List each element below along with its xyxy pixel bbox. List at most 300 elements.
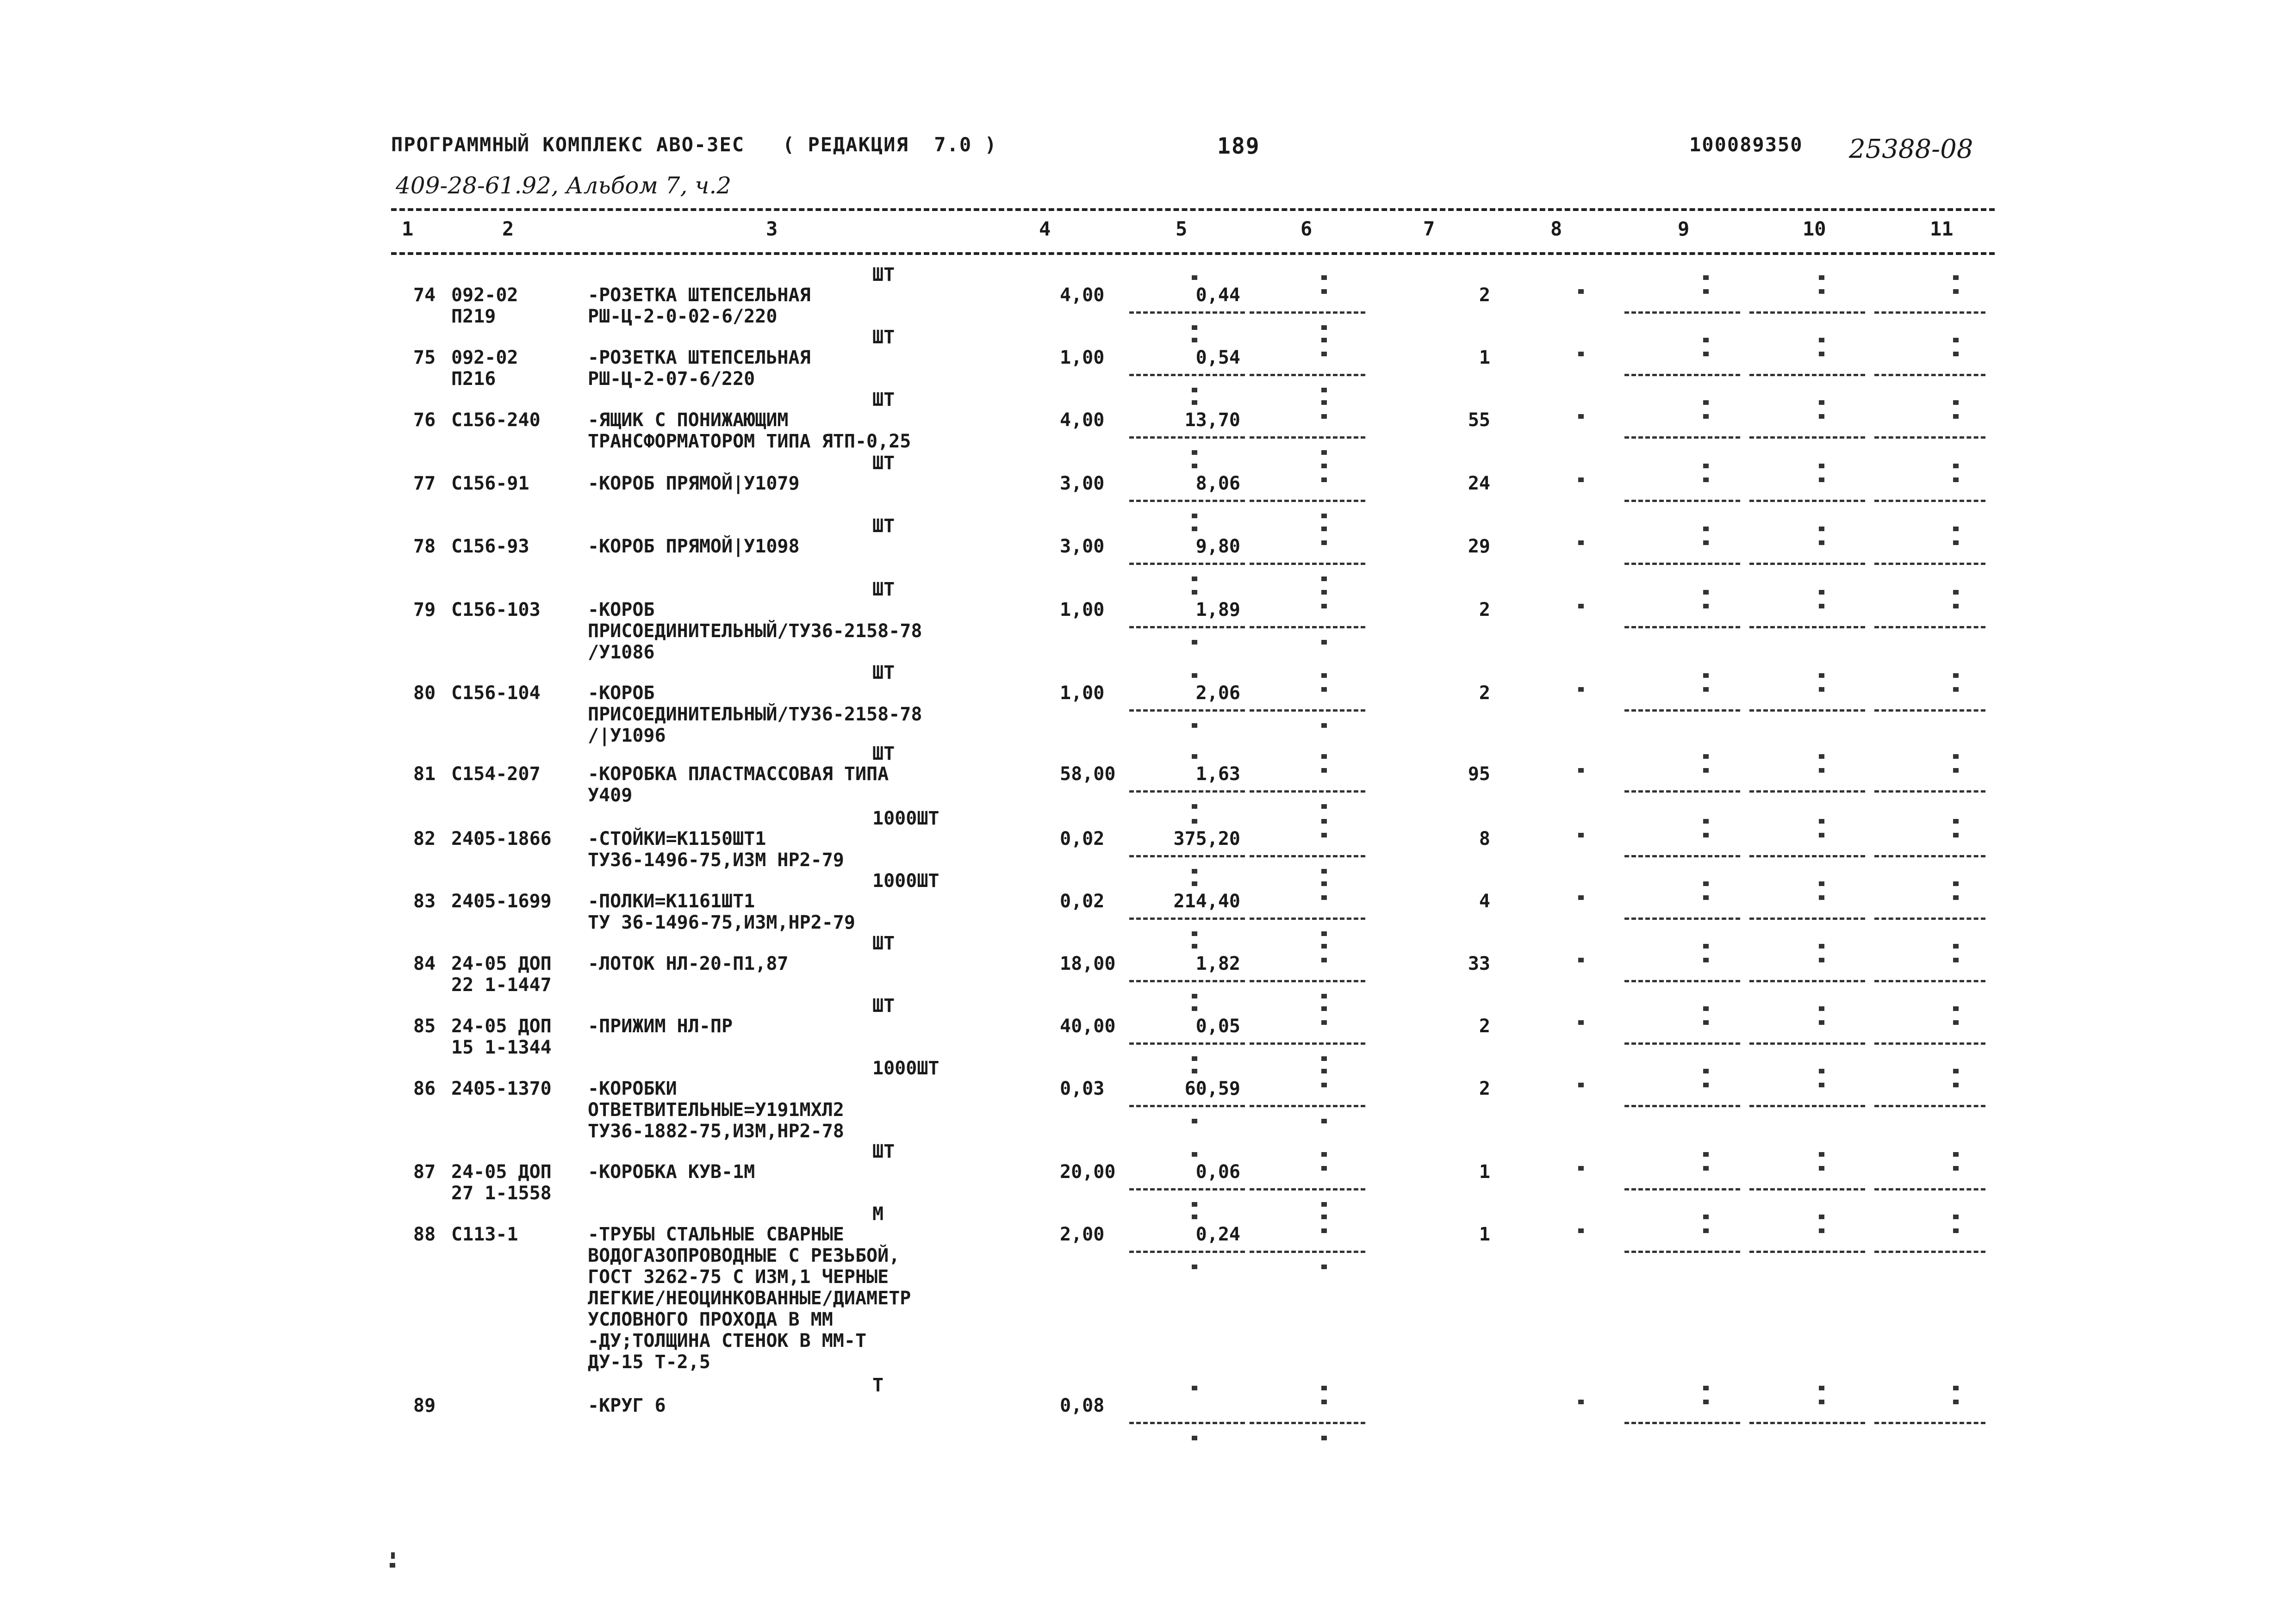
tick-mark [1703, 275, 1709, 280]
dashed-separator [1129, 500, 1245, 502]
dashed-separator [1624, 980, 1740, 982]
tick-mark [1192, 754, 1197, 759]
tick-mark [1321, 289, 1327, 294]
dashed-separator [1874, 374, 1985, 376]
dashed-separator [1874, 1042, 1985, 1045]
tick-mark [1578, 1400, 1584, 1404]
tick-mark [1953, 754, 1959, 759]
tick-mark [1321, 687, 1327, 692]
tick-mark [1703, 1152, 1709, 1157]
tick-mark [1953, 289, 1959, 294]
tick-mark [1192, 388, 1197, 392]
dashed-separator [1624, 311, 1740, 314]
tick-mark [1953, 1083, 1959, 1087]
row-number-cell: 76 [413, 409, 436, 431]
column-7-cell: 1 [1479, 1161, 1490, 1183]
tick-mark [1578, 895, 1584, 900]
tick-mark [1321, 1006, 1327, 1011]
column-7-cell: 33 [1468, 953, 1490, 974]
tick-mark [1953, 881, 1959, 886]
column-header-9: 9 [1678, 217, 1690, 240]
dashed-separator [1749, 1042, 1865, 1045]
dashed-separator [1129, 626, 1245, 628]
name-cell: -КОРОБ ПРЯМОЙ|У1079 [588, 473, 800, 494]
tick-mark [1192, 400, 1197, 405]
code-cell: С156-93 [451, 536, 529, 557]
code-cell: С156-104 [451, 682, 541, 704]
tick-mark [1192, 464, 1197, 468]
tick-mark [1321, 450, 1327, 455]
tick-mark [1819, 833, 1824, 837]
tick-mark [1703, 1166, 1709, 1171]
dashed-separator [1874, 709, 1985, 712]
tick-mark [1953, 338, 1959, 342]
quantity-cell: 58,00 [1060, 763, 1116, 785]
dashed-separator [1250, 500, 1365, 502]
row-number-cell: 85 [413, 1016, 436, 1037]
column-7-cell: 2 [1479, 599, 1490, 620]
name-cell: -ПРИЖИМ НЛ-ПР [588, 1016, 733, 1037]
unit-cell: ШТ [872, 933, 895, 954]
tick-mark [1703, 527, 1709, 531]
tick-mark [1321, 1069, 1327, 1073]
tick-mark [1703, 673, 1709, 678]
tick-mark [1321, 1215, 1327, 1219]
quantity-cell: 4,00 [1060, 285, 1105, 306]
price-cell: 0,06 [1195, 1161, 1240, 1183]
tick-mark [1819, 895, 1824, 900]
tick-mark [1819, 289, 1824, 294]
tick-mark [1703, 944, 1709, 949]
table-header-rule [391, 252, 1995, 255]
dashed-separator [1250, 790, 1365, 793]
tick-mark [1192, 527, 1197, 531]
dashed-separator [1624, 436, 1740, 439]
tick-mark [1703, 540, 1709, 545]
name-cell: -ЯЩИК С ПОНИЖАЮЩИМ ТРАНСФОРМАТОРОМ ТИПА ЯТП-0,25 [588, 409, 911, 452]
unit-cell: ШТ [872, 995, 895, 1017]
tick-mark [1703, 352, 1709, 356]
tick-mark [1703, 958, 1709, 962]
dashed-separator [1129, 980, 1245, 982]
quantity-cell: 1,00 [1060, 599, 1105, 620]
quantity-cell: 4,00 [1060, 409, 1105, 431]
tick-mark [1819, 464, 1824, 468]
dashed-separator [1250, 980, 1365, 982]
tick-mark [1192, 1202, 1197, 1207]
tick-mark [1192, 804, 1197, 809]
tick-mark [1321, 869, 1327, 874]
tick-mark [1192, 1056, 1197, 1061]
tick-mark [1192, 275, 1197, 280]
name-cell: -ПОЛКИ=К1161ШТ1 ТУ 36-1496-75,ИЗМ,НР2-79 [588, 891, 855, 933]
tick-mark [1321, 388, 1327, 392]
column-7-cell: 95 [1468, 763, 1490, 785]
tick-mark [1192, 1436, 1197, 1440]
name-cell: -ЛОТОК НЛ-20-П1,87 [588, 953, 789, 974]
column-7-cell: 1 [1479, 1224, 1490, 1245]
tick-mark [1819, 338, 1824, 342]
dashed-separator [1749, 626, 1865, 628]
quantity-cell: 3,00 [1060, 473, 1105, 494]
tick-mark [1819, 590, 1824, 595]
tick-mark [1703, 604, 1709, 608]
price-cell: 1,89 [1195, 599, 1240, 620]
tick-mark [1192, 590, 1197, 595]
dashed-separator [1624, 626, 1740, 628]
tick-mark [1321, 325, 1327, 330]
code-cell: 24-05 ДОП 27 1-1558 [451, 1161, 552, 1204]
dashed-separator [1624, 1042, 1740, 1045]
tick-mark [1819, 1152, 1824, 1157]
quantity-cell: 0,02 [1060, 828, 1105, 849]
tick-mark [1819, 687, 1824, 692]
tick-mark [1192, 944, 1197, 949]
tick-mark [1953, 275, 1959, 280]
unit-cell: ШТ [872, 515, 895, 537]
quantity-cell: 0,08 [1060, 1395, 1105, 1416]
unit-cell: ШТ [872, 327, 895, 348]
price-cell: 8,06 [1195, 473, 1240, 494]
tick-mark [1819, 1020, 1824, 1025]
tick-mark [1192, 450, 1197, 455]
tick-mark [1953, 1215, 1959, 1219]
dashed-separator [1624, 374, 1740, 376]
column-7-cell: 2 [1479, 285, 1490, 306]
dashed-separator [1250, 918, 1365, 920]
dashed-separator [1250, 563, 1365, 565]
price-cell: 0,44 [1195, 285, 1240, 306]
tick-mark [1703, 1400, 1709, 1404]
tick-mark [1953, 1069, 1959, 1073]
dashed-separator [1250, 1251, 1365, 1253]
dashed-separator [1624, 1251, 1740, 1253]
row-number-cell: 75 [413, 347, 436, 368]
column-7-cell: 1 [1479, 347, 1490, 368]
tick-mark [1321, 275, 1327, 280]
dashed-separator [1624, 790, 1740, 793]
column-header-1: 1 [402, 217, 414, 240]
tick-mark [1819, 1069, 1824, 1073]
tick-mark [1321, 1400, 1327, 1404]
tick-mark [1819, 1006, 1824, 1011]
tick-mark [1321, 931, 1327, 936]
tick-mark [1819, 275, 1824, 280]
dashed-separator [1874, 626, 1985, 628]
price-cell: 60,59 [1184, 1078, 1240, 1099]
unit-cell: М [872, 1203, 884, 1225]
tick-mark [1192, 1386, 1197, 1390]
tick-mark [1819, 1228, 1824, 1233]
column-7-cell: 24 [1468, 473, 1490, 494]
quantity-cell: 20,00 [1060, 1161, 1116, 1183]
dashed-separator [1624, 1105, 1740, 1107]
tick-mark [1953, 477, 1959, 482]
tick-mark [1819, 540, 1824, 545]
name-cell: -КОРОБКА ПЛАСТМАССОВАЯ ТИПА У409 [588, 763, 889, 806]
tick-mark [1819, 1083, 1824, 1087]
dashed-separator [1129, 1105, 1245, 1107]
dashed-separator [1874, 1422, 1985, 1424]
tick-mark [1321, 338, 1327, 342]
dashed-separator [1749, 918, 1865, 920]
dashed-separator [1250, 709, 1365, 712]
dashed-separator [1624, 709, 1740, 712]
tick-mark [1819, 604, 1824, 608]
tick-mark [1321, 895, 1327, 900]
tick-mark [1578, 687, 1584, 692]
tick-mark [1321, 768, 1327, 773]
unit-cell: Т [872, 1375, 884, 1396]
tick-mark [1192, 1006, 1197, 1011]
tick-mark [1321, 400, 1327, 405]
dashed-separator [1250, 436, 1365, 439]
tick-mark [1321, 604, 1327, 608]
tick-mark [1321, 577, 1327, 581]
quantity-cell: 40,00 [1060, 1016, 1116, 1037]
dashed-separator [1129, 1188, 1245, 1190]
column-header-8: 8 [1550, 217, 1562, 240]
dashed-separator [1129, 436, 1245, 439]
dashed-separator [1874, 563, 1985, 565]
name-cell: -ТРУБЫ СТАЛЬНЫЕ СВАРНЫЕ ВОДОГАЗОПРОВОДНЫЕ С РЕЗЬБОЙ, ГОСТ 3262-75 С ИЗМ,1 ЧЕРНЫЕ ЛЕГКИЕ/НЕОЦИНКОВАННЫЕ/ДИАМЕТР УСЛОВНОГО ПРОХОДА В ММ -ДУ;ТОЛЩИНА СТЕНОК В ММ-Т ДУ-15 Т-2,5 [588, 1224, 911, 1373]
row-number-cell: 77 [413, 473, 436, 494]
tick-mark [1819, 958, 1824, 962]
tick-mark [1192, 1119, 1197, 1123]
dashed-separator [1749, 1105, 1865, 1107]
dashed-separator [1129, 790, 1245, 793]
tick-mark [1703, 414, 1709, 419]
column-header-4: 4 [1039, 217, 1051, 240]
tick-mark [1819, 477, 1824, 482]
tick-mark [1192, 1069, 1197, 1073]
tick-mark [1321, 590, 1327, 595]
tick-mark [1953, 464, 1959, 468]
tick-mark [1953, 958, 1959, 962]
dashed-separator [1749, 790, 1865, 793]
unit-cell: ШТ [872, 579, 895, 600]
code-cell: 2405-1699 [451, 891, 552, 912]
unit-cell: ШТ [872, 1141, 895, 1162]
tick-mark [1321, 881, 1327, 886]
tick-mark [1819, 400, 1824, 405]
dashed-separator [1624, 563, 1740, 565]
tick-mark [1953, 590, 1959, 595]
dashed-separator [1874, 790, 1985, 793]
dashed-separator [1874, 500, 1985, 502]
tick-mark [1703, 1215, 1709, 1219]
code-cell: С113-1 [451, 1224, 518, 1245]
column-7-cell: 2 [1479, 1078, 1490, 1099]
dashed-separator [1749, 563, 1865, 565]
dashed-separator [1749, 436, 1865, 439]
tick-mark [1321, 514, 1327, 518]
tick-mark [1578, 352, 1584, 356]
tick-mark [1321, 1386, 1327, 1390]
tick-mark [1953, 833, 1959, 837]
dashed-separator [1250, 374, 1365, 376]
tick-mark [1321, 540, 1327, 545]
price-cell: 214,40 [1173, 891, 1240, 912]
tick-mark [1703, 590, 1709, 595]
dashed-separator [1624, 918, 1740, 920]
tick-mark [1953, 1228, 1959, 1233]
quantity-cell: 1,00 [1060, 347, 1105, 368]
page-number: 189 [1217, 133, 1260, 159]
tick-mark [1321, 833, 1327, 837]
dashed-separator [1129, 1042, 1245, 1045]
tick-mark [1703, 1006, 1709, 1011]
tick-mark [1703, 1228, 1709, 1233]
tick-mark [1703, 1083, 1709, 1087]
dashed-separator [1749, 980, 1865, 982]
column-7-cell: 4 [1479, 891, 1490, 912]
tick-mark [1321, 352, 1327, 356]
tick-mark [1321, 1436, 1327, 1440]
tick-mark [1321, 819, 1327, 824]
tick-mark [1953, 1020, 1959, 1025]
dashed-separator [1624, 500, 1740, 502]
tick-mark [1819, 1215, 1824, 1219]
tick-mark [1819, 881, 1824, 886]
tick-mark [1578, 768, 1584, 773]
price-cell: 0,24 [1195, 1224, 1240, 1245]
tick-mark [1819, 944, 1824, 949]
tick-mark [1953, 604, 1959, 608]
tick-mark [1953, 768, 1959, 773]
column-7-cell: 2 [1479, 682, 1490, 704]
tick-mark [1819, 1386, 1824, 1390]
column-header-6: 6 [1300, 217, 1313, 240]
row-number-cell: 86 [413, 1078, 436, 1099]
tick-mark [1819, 673, 1824, 678]
dashed-separator [1250, 1422, 1365, 1424]
dashed-separator [1624, 1422, 1740, 1424]
price-cell: 1,63 [1195, 763, 1240, 785]
dashed-separator [1129, 1422, 1245, 1424]
tick-mark [1321, 723, 1327, 728]
dashed-separator [1749, 1188, 1865, 1190]
tick-mark [1578, 604, 1584, 608]
code-cell: С154-207 [451, 763, 541, 785]
dashed-separator [1250, 311, 1365, 314]
tick-mark [1192, 819, 1197, 824]
dashed-separator [1129, 374, 1245, 376]
tick-mark [1819, 1166, 1824, 1171]
dashed-separator [1874, 1188, 1985, 1190]
tick-mark [1578, 1228, 1584, 1233]
tick-mark [1703, 768, 1709, 773]
unit-cell: ШТ [872, 743, 895, 764]
column-header-11: 11 [1930, 217, 1954, 240]
column-7-cell: 8 [1479, 828, 1490, 849]
tick-mark [1321, 477, 1327, 482]
dashed-separator [1129, 709, 1245, 712]
unit-cell: ШТ [872, 453, 895, 474]
tick-mark [1192, 577, 1197, 581]
name-cell: -КОРОБ ПРИСОЕДИНИТЕЛЬНЫЙ/ТУ36-2158-78 /У1086 [588, 599, 922, 663]
name-cell: -КОРОБКА КУВ-1М [588, 1161, 755, 1183]
column-header-5: 5 [1176, 217, 1188, 240]
row-number-cell: 78 [413, 536, 436, 557]
dashed-separator [1749, 311, 1865, 314]
unit-cell: 1000ШТ [872, 808, 940, 829]
column-7-cell: 2 [1479, 1016, 1490, 1037]
dashed-separator [1874, 436, 1985, 439]
dashed-separator [1250, 626, 1365, 628]
tick-mark [1953, 527, 1959, 531]
row-number-cell: 83 [413, 891, 436, 912]
tick-mark [1192, 640, 1197, 645]
code-cell: С156-91 [451, 473, 529, 494]
tick-mark [1192, 994, 1197, 998]
tick-mark [1321, 1056, 1327, 1061]
row-number-cell: 79 [413, 599, 436, 620]
tick-mark [1819, 768, 1824, 773]
tick-mark [1192, 1215, 1197, 1219]
tick-mark [1953, 1006, 1959, 1011]
dashed-separator [1129, 1251, 1245, 1253]
tick-mark [1192, 881, 1197, 886]
tick-mark [1321, 527, 1327, 531]
quantity-cell: 18,00 [1060, 953, 1116, 974]
name-cell: -РОЗЕТКА ШТЕПСЕЛЬНАЯ РШ-Ц-2-07-6/220 [588, 347, 811, 390]
tick-mark [1703, 338, 1709, 342]
tick-mark [1578, 540, 1584, 545]
tick-mark [1953, 1386, 1959, 1390]
code-cell: 24-05 ДОП 22 1-1447 [451, 953, 552, 996]
program-title: ПРОГРАММНЫЙ КОМПЛЕКС АВО-3ЕС ( РЕДАКЦИЯ 7.0 ) [391, 133, 997, 156]
tick-mark [1192, 673, 1197, 678]
dashed-separator [1749, 500, 1865, 502]
tick-mark [1321, 1119, 1327, 1123]
name-cell: -РОЗЕТКА ШТЕПСЕЛЬНАЯ РШ-Ц-2-0-02-6/220 [588, 285, 811, 327]
handwritten-album: 409-28-61.92, Альбом 7, ч.2 [396, 172, 732, 199]
handwritten-code: 25388-08 [1849, 134, 1973, 164]
tick-mark [1819, 414, 1824, 419]
quantity-cell: 1,00 [1060, 682, 1105, 704]
tick-mark [1578, 1020, 1584, 1025]
tick-mark [1703, 1020, 1709, 1025]
tick-mark [1321, 1228, 1327, 1233]
tick-mark [1819, 819, 1824, 824]
column-header-10: 10 [1803, 217, 1826, 240]
tick-mark [1578, 958, 1584, 962]
tick-mark [1321, 944, 1327, 949]
dashed-separator [1749, 1422, 1865, 1424]
name-cell: -КОРОБКИ ОТВЕТВИТЕЛЬНЫЕ=У191МХЛ2 ТУ36-1882-75,ИЗМ,НР2-78 [588, 1078, 844, 1142]
row-number-cell: 89 [413, 1395, 436, 1416]
tick-mark [1321, 754, 1327, 759]
row-number-cell: 81 [413, 763, 436, 785]
dashed-separator [1129, 855, 1245, 857]
price-cell: 2,06 [1195, 682, 1240, 704]
tick-mark [1953, 819, 1959, 824]
code-cell: 24-05 ДОП 15 1-1344 [451, 1016, 552, 1058]
dashed-separator [1874, 1105, 1985, 1107]
price-cell: 1,82 [1195, 953, 1240, 974]
dashed-separator [1749, 709, 1865, 712]
tick-mark [1192, 931, 1197, 936]
name-cell: -КОРОБ ПРИСОЕДИНИТЕЛЬНЫЙ/ТУ36-2158-78 /|У1096 [588, 682, 922, 746]
tick-mark [1192, 325, 1197, 330]
row-number-cell: 84 [413, 953, 436, 974]
name-cell: -КРУГ 6 [588, 1395, 666, 1416]
quantity-cell: 0,02 [1060, 891, 1105, 912]
code-cell: 2405-1370 [451, 1078, 552, 1099]
price-cell: 13,70 [1184, 409, 1240, 431]
quantity-cell: 3,00 [1060, 536, 1105, 557]
